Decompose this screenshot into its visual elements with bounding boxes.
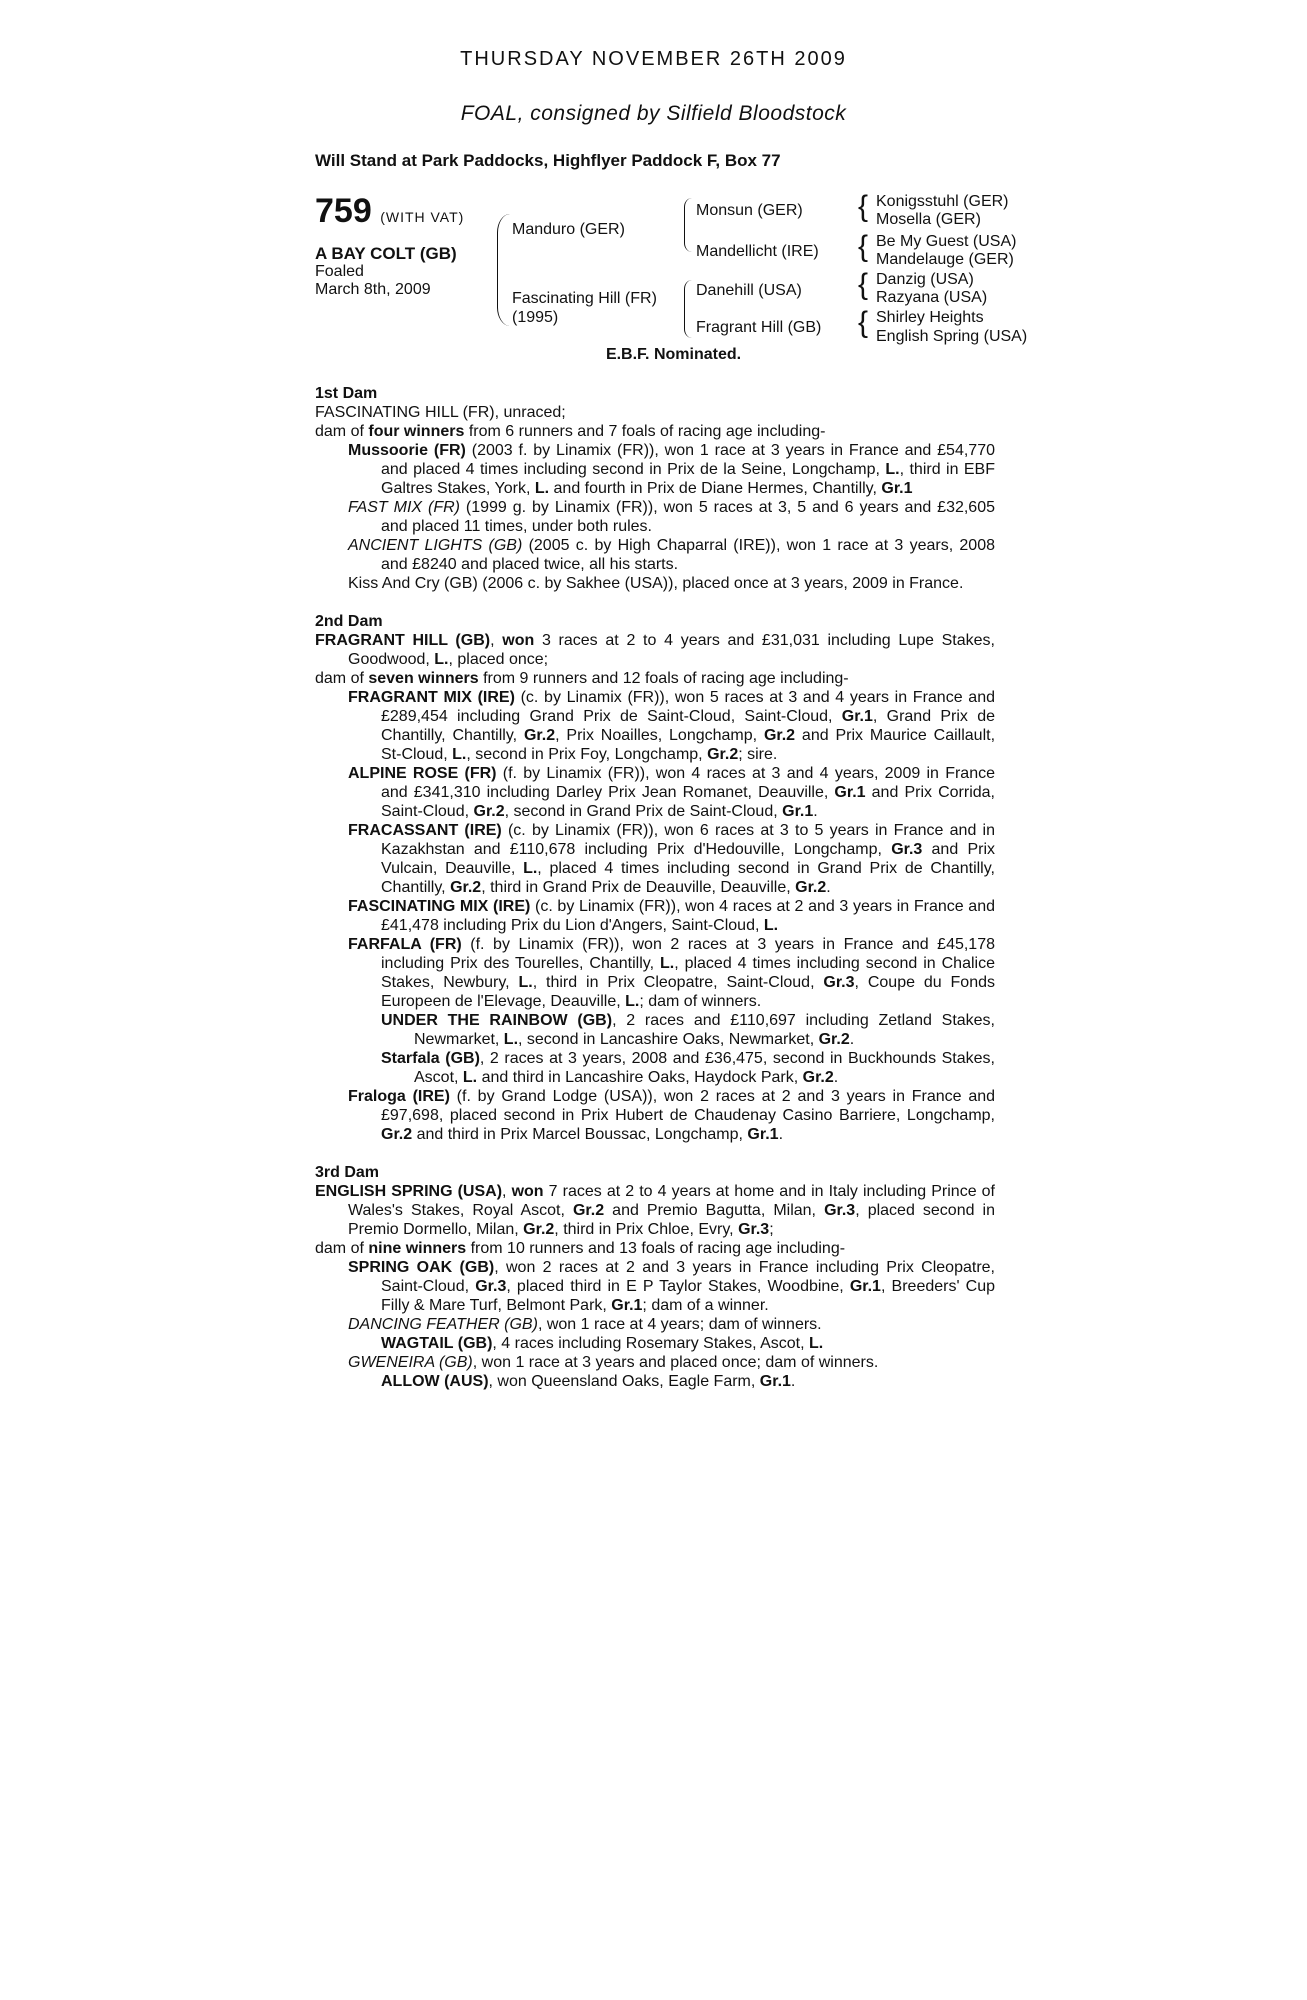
- progeny-entry: Kiss And Cry (GB) (2006 c. by Sakhee (USA)), placed once at 3 years, 2009 in France.: [348, 575, 964, 592]
- sale-date: THURSDAY NOVEMBER 26TH 2009: [460, 48, 847, 70]
- dam-of-label: dam of: [315, 423, 369, 440]
- pedigree-dam-year: (1995): [512, 309, 559, 326]
- progeny-entry: ALLOW (AUS), won Queensland Oaks, Eagle Farm, Gr.1.: [381, 1373, 796, 1390]
- pedigree-dam-sire: Danehill (USA): [696, 282, 802, 299]
- pedigree-brace: {: [858, 306, 869, 339]
- pedigree-brace: [497, 214, 510, 326]
- ebf-nominated: E.B.F. Nominated.: [605, 346, 742, 363]
- pedigree-g4: Mandelauge (GER): [876, 251, 1014, 268]
- progeny-entry: WAGTAIL (GB), 4 races including Rosemary Stakes, Ascot, L.: [381, 1335, 824, 1352]
- foaled-date: March 8th, 2009: [315, 281, 431, 298]
- dam-of-label: dam of: [315, 1240, 369, 1257]
- first-dam-heading: 1st Dam: [315, 385, 378, 402]
- pedigree-dam: Fascinating Hill (FR): [512, 290, 657, 307]
- progeny-entry: Starfala (GB), 2 races at 3 years, 2008 and £36,475, second in Buckhounds Stakes, Ascot, L. and third in Lancashire Oaks, Haydock Park, Gr.2.: [381, 1050, 995, 1086]
- progeny-entry: GWENEIRA (GB), won 1 race at 3 years and placed once; dam of winners.: [348, 1354, 879, 1371]
- second-dam-produce-summary: [315, 669, 995, 688]
- third-dam-heading: 3rd Dam: [315, 1164, 380, 1181]
- third-dam-intro: ENGLISH SPRING (USA), won 7 races at 2 to 4 years at home and in Italy including Prince of Wales's Stakes, Royal Ascot, Gr.2 and Premio Bagutta, Milan, Gr.3, placed second in Premio Dormello, Milan, Gr.2, third in Prix Chloe, Evry, Gr.3;: [315, 1183, 996, 1238]
- stand-location: Will Stand at Park Paddocks, Highflyer Paddock F, Box 77: [315, 151, 781, 170]
- winner-count: four winners: [368, 423, 465, 440]
- pedigree-g8: English Spring (USA): [876, 328, 1028, 345]
- pedigree-brace: [684, 280, 693, 338]
- pedigree-g6: Razyana (USA): [876, 289, 988, 306]
- dam-of-detail: from 9 runners and 12 foals of racing age including-: [478, 670, 849, 687]
- pedigree-brace: [684, 198, 693, 252]
- progeny-entry: FRACASSANT (IRE) (c. by Linamix (FR)), won 6 races at 3 to 5 years in France and in Kazakhstan and £110,678 including Prix d'Hedouville, Longchamp, Gr.3 and Prix Vulcain, Deauville, L., placed 4 times including second in Grand Prix de Chantilly, Chantilly, Gr.2, third in Grand Prix de Deauville, Deauville, Gr.2.: [348, 822, 995, 896]
- pedigree-g5: Danzig (USA): [876, 271, 974, 288]
- second-dam-heading: 2nd Dam: [315, 613, 383, 630]
- dam-of-label: dam of: [315, 670, 369, 687]
- progeny-entry: SPRING OAK (GB), won 2 races at 2 and 3 years in France including Prix Cleopatre, Saint-Cloud, Gr.3, placed third in E P Taylor Stakes, Woodbine, Gr.1, Breeders' Cup Filly & Mare Turf, Belmont Park, Gr.1; dam of a winner.: [348, 1259, 996, 1314]
- progeny-entry: ANCIENT LIGHTS (GB) (2005 c. by High Chaparral (IRE)), won 1 race at 3 years, 2008 and £8240 and placed twice, all his starts.: [348, 537, 995, 573]
- pedigree-g3: Be My Guest (USA): [876, 233, 1017, 250]
- foaled-info: [315, 263, 431, 299]
- pedigree-brace: {: [858, 268, 869, 301]
- consignment-line: FOAL, consigned by Silfield Bloodstock: [460, 102, 847, 125]
- progeny-entry: DANCING FEATHER (GB), won 1 race at 4 years; dam of winners.: [348, 1316, 822, 1333]
- progeny-entry: Mussoorie (FR) (2003 f. by Linamix (FR)), won 1 race at 3 years in France and £54,770 and placed 4 times including second in Prix de la Seine, Longchamp, L., third in EBF Galtres Stakes, York, L. and fourth in Prix de Diane Hermes, Chantilly, Gr.1: [348, 442, 995, 497]
- pedigree-sire-dam: Mandellicht (IRE): [696, 243, 819, 260]
- winner-count: nine winners: [368, 1240, 467, 1257]
- pedigree-brace: {: [858, 190, 869, 223]
- first-dam-intro: FASCINATING HILL (FR), unraced;: [315, 404, 566, 421]
- dam-of-detail: from 6 runners and 7 foals of racing age including-: [464, 423, 826, 440]
- lot-vat: (WITH VAT): [380, 209, 465, 225]
- pedigree-g1: Konigsstuhl (GER): [876, 193, 1009, 210]
- pedigree-brace: {: [858, 230, 869, 263]
- progeny-entry: Fraloga (IRE) (f. by Grand Lodge (USA)), won 2 races at 2 and 3 years in France and £97,698, placed second in Prix Hubert de Chaudenay Casino Barriere, Longchamp, Gr.2 and third in Prix Marcel Boussac, Longchamp, Gr.1.: [348, 1088, 996, 1143]
- second-dam-intro: FRAGRANT HILL (GB), won 3 races at 2 to 4 years and £31,031 including Lupe Stakes, Goodwood, L., placed once;: [315, 632, 995, 668]
- progeny-entry: UNDER THE RAINBOW (GB), 2 races and £110,697 including Zetland Stakes, Newmarket, L., second in Lancashire Oaks, Newmarket, Gr.2.: [381, 1012, 996, 1048]
- lot-number: 759: [315, 192, 372, 230]
- winner-count: seven winners: [368, 670, 479, 687]
- dam-of-detail: from 10 runners and 13 foals of racing age including-: [466, 1240, 846, 1257]
- progeny-entry: FASCINATING MIX (IRE) (c. by Linamix (FR)), won 4 races at 2 and 3 years in France and £41,478 including Prix du Lion d'Angers, Saint-Cloud, L.: [348, 898, 995, 934]
- pedigree-g7: Shirley Heights: [876, 309, 984, 326]
- horse-description: A BAY COLT (GB): [315, 244, 457, 263]
- pedigree-dam-dam: Fragrant Hill (GB): [696, 319, 822, 336]
- progeny-entry: FAST MIX (FR) (1999 g. by Linamix (FR)), won 5 races at 3, 5 and 6 years and £32,605 and placed 11 times, under both rules.: [348, 499, 995, 535]
- progeny-entry: ALPINE ROSE (FR) (f. by Linamix (FR)), won 4 races at 3 and 4 years, 2009 in France and £341,310 including Darley Prix Jean Romanet, Deauville, Gr.1 and Prix Corrida, Saint-Cloud, Gr.2, second in Grand Prix de Saint-Cloud, Gr.1.: [348, 765, 996, 820]
- foaled-label: Foaled: [315, 263, 364, 280]
- catalogue-body: [315, 384, 995, 1391]
- pedigree-sire-sire: Monsun (GER): [696, 202, 803, 219]
- pedigree-g2: Mosella (GER): [876, 211, 981, 228]
- first-dam-produce-summary: [315, 422, 995, 441]
- progeny-entry: FARFALA (FR) (f. by Linamix (FR)), won 2 races at 3 years in France and £45,178 including Prix des Tourelles, Chantilly, L., placed 4 times including second in Chalice Stakes, Newbury, L., third in Prix Cleopatre, Saint-Cloud, Gr.3, Coupe du Fonds Europeen de l'Elevage, Deauville, L.; dam of winners.: [348, 936, 996, 1010]
- progeny-entry: FRAGRANT MIX (IRE) (c. by Linamix (FR)), won 5 races at 3 and 4 years in France and £289,454 including Grand Prix de Saint-Cloud, Saint-Cloud, Gr.1, Grand Prix de Chantilly, Chantilly, Gr.2, Prix Noailles, Longchamp, Gr.2 and Prix Maurice Caillault, St-Cloud, L., second in Prix Foy, Longchamp, Gr.2; sire.: [348, 689, 996, 763]
- pedigree-sire: Manduro (GER): [512, 221, 625, 238]
- third-dam-produce-summary: [315, 1239, 995, 1258]
- lot-header: [315, 192, 464, 231]
